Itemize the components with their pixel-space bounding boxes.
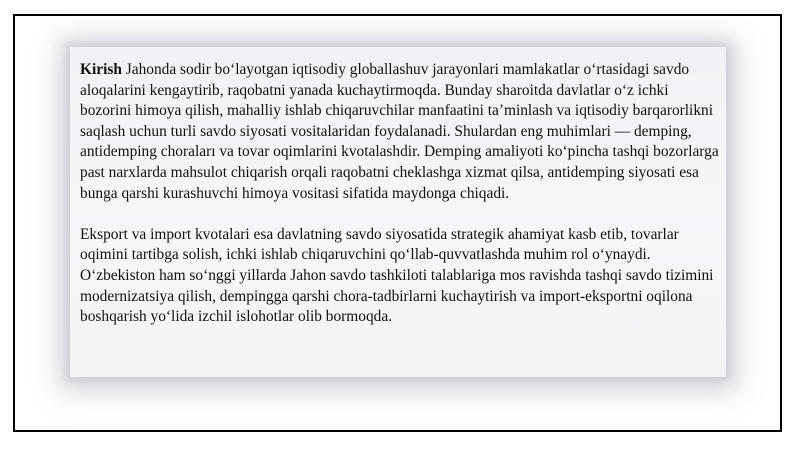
document-body — [80, 60, 720, 328]
intro-text: Jahonda sodir boʻlayotgan iqtisodiy globallashuv jarayonlari mamlakatlar oʻrtasidagi savdo aloqalarini kengaytirib, raqobatni yanada kuchaytirmoqda. Bunday sharoitda davlatlar oʻz ichki bozorini himoya qilish, mahalliy ishlab chiqaruvchilar manfaatini taʼminlash va iqtisodiy barqarorlikni saqlash uchun turli savdo siyosati vositalaridan foydalanadi. Shulardan eng muhimlari — demping, antidemping choraları va tovar oqimlarini kvotalashdir. Demping amaliyoti koʻpincha tashqi bozorlarga past narxlarda mahsulot chiqarish orqali raqobatni cheklashga xizmat qilsa, antidemping siyosati esa bunga qarshi kurashuvchi himoya vositasi sifatida maydonga chiqadi. — [80, 61, 719, 202]
intro-heading: Kirish — [80, 61, 122, 78]
paragraph-intro — [80, 60, 720, 204]
paragraph-quotas: Eksport va import kvotalari esa davlatning savdo siyosatida strategik ahamiyat kasb etib, tovarlar oqimini tartibga solish, ichki ishlab chiqaruvchini qoʻllab-quvvatlashda muhim rol oʻynaydi. Oʻzbekiston ham soʻnggi yillarda Jahon savdo tashkiloti talablariga mos ravishda tashqi savdo tizimini modernizatsiya qilish, dempingga qarshi chora-tadbirlarni kuchaytirish va import-eksportni oqilona boshqarish yoʻlida izchil islohotlar olib bormoqda. — [80, 225, 714, 326]
